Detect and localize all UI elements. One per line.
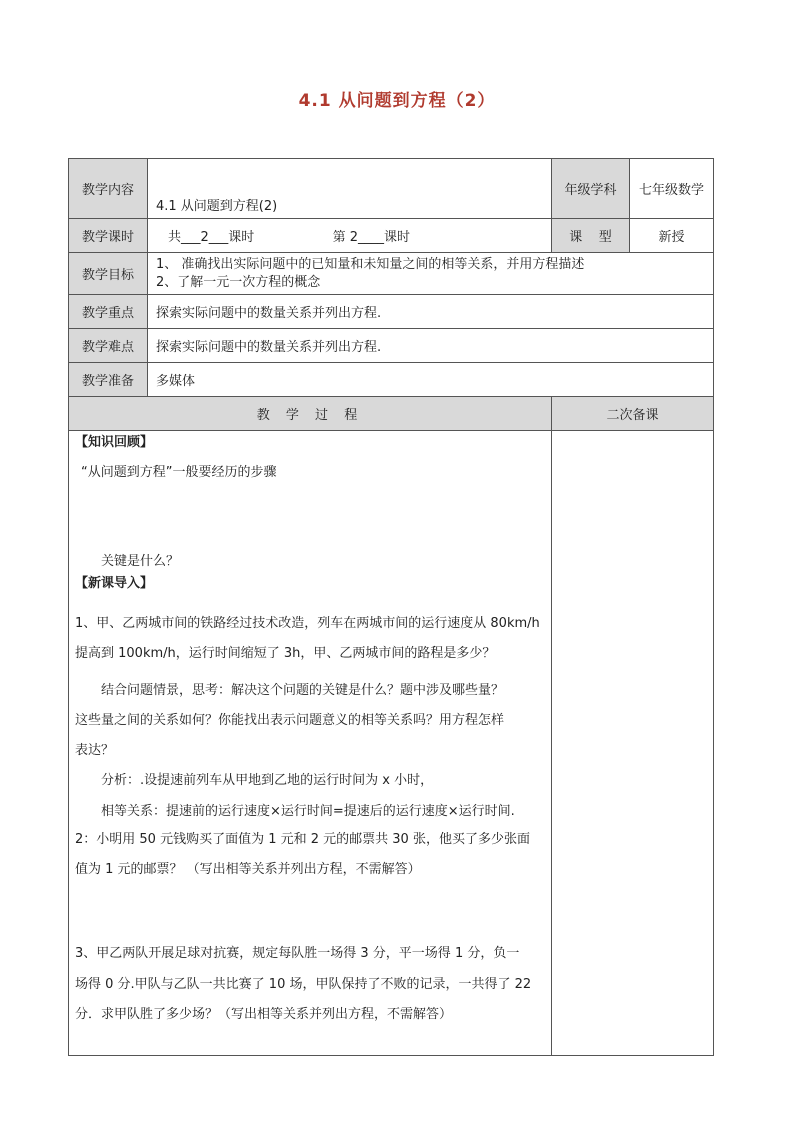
row-prep bbox=[69, 363, 714, 397]
process-body bbox=[69, 431, 552, 1056]
page-title: 4.1 从问题到方程（2） bbox=[298, 91, 496, 111]
period-cell bbox=[148, 219, 552, 253]
new-lesson-title: 【新课导入】 bbox=[75, 575, 154, 591]
key-value: 探索实际问题中的数量关系并列出方程. bbox=[148, 295, 714, 329]
content-value: 4.1 从问题到方程(2) bbox=[148, 159, 552, 219]
problem-3-line-a: 3、甲乙两队开展足球对抗赛，规定每队胜一场得 3 分，平一场得 1 分，负一 bbox=[75, 946, 520, 962]
goal-1: 1、 准确找出实际问题中的已知量和未知量之间的相等关系，并用方程描述 bbox=[156, 256, 585, 272]
problem-2-line-b: 值为 1 元的邮票？ （写出相等关系并列出方程，不需解答） bbox=[75, 862, 421, 877]
row-process-body bbox=[69, 431, 714, 1056]
row-process-header bbox=[69, 397, 714, 431]
problem-3-line-b: 场得 0 分.甲队与乙队一共比赛了 10 场，甲队保持了不败的记录，一共得了 22 bbox=[75, 976, 532, 992]
problem-1-line-a: 1、甲、乙两城市间的铁路经过技术改造，列车在两城市间的运行速度从 80km/h bbox=[75, 616, 540, 631]
difficulty-value: 探索实际问题中的数量关系并列出方程. bbox=[148, 329, 714, 363]
grade-value: 七年级数学 bbox=[630, 159, 714, 219]
review-question-1: “从问题到方程”一般要经历的步骤 bbox=[81, 465, 277, 481]
analysis-line: 分析：.设提速前列车从甲地到乙地的运行时间为 x 小时， bbox=[101, 773, 434, 789]
think-line-c: 表达？ bbox=[75, 743, 115, 758]
row-difficulty bbox=[69, 329, 714, 363]
period-label: 教学课时 bbox=[69, 219, 148, 253]
second-prep-notes bbox=[552, 431, 714, 1056]
think-line-b: 这些量之间的关系如何？你能找出表示问题意义的相等关系吗？用方程怎样 bbox=[75, 712, 505, 728]
grade-label: 年级学科 bbox=[552, 159, 630, 219]
period-total: 共___2___课时 bbox=[168, 230, 255, 245]
key-label: 教学重点 bbox=[69, 295, 148, 329]
problem-1-line-b: 提高到 100km/h，运行时间缩短了 3h，甲、乙两城市间的路程是多少？ bbox=[75, 646, 496, 662]
process-header: 教 学 过 程 bbox=[69, 397, 552, 431]
type-value: 新授 bbox=[630, 219, 714, 253]
review-question-2: 关键是什么？ bbox=[101, 553, 180, 569]
goal-2: 2、了解一元一次方程的概念 bbox=[156, 274, 321, 290]
row-period bbox=[69, 219, 714, 253]
lesson-plan-table bbox=[68, 158, 714, 1056]
goals-label: 教学目标 bbox=[69, 253, 148, 295]
problem-3-line-c: 分．求甲队胜了多少场？（写出相等关系并列出方程，不需解答） bbox=[75, 1006, 453, 1022]
period-current: 第 2____课时 bbox=[332, 230, 410, 245]
prep-label: 教学准备 bbox=[69, 363, 148, 397]
row-key bbox=[69, 295, 714, 329]
review-title: 【知识回顾】 bbox=[75, 435, 154, 450]
problem-2-line-a: 2：小明用 50 元钱购买了面值为 1 元和 2 元的邮票共 30 张，他买了多少张面 bbox=[75, 831, 530, 847]
difficulty-label: 教学难点 bbox=[69, 329, 148, 363]
goals-cell bbox=[148, 253, 714, 295]
row-content bbox=[69, 159, 714, 219]
prep-value: 多媒体 bbox=[148, 363, 714, 397]
type-label: 课 型 bbox=[552, 219, 630, 253]
equality-line: 相等关系：提速前的运行速度×运行时间=提速后的运行速度×运行时间. bbox=[101, 803, 515, 819]
side-header: 二次备课 bbox=[552, 397, 714, 431]
think-line-a: 结合问题情景，思考：解决这个问题的关键是什么？题中涉及哪些量？ bbox=[101, 682, 505, 698]
content-label: 教学内容 bbox=[69, 159, 148, 219]
row-goals bbox=[69, 253, 714, 295]
